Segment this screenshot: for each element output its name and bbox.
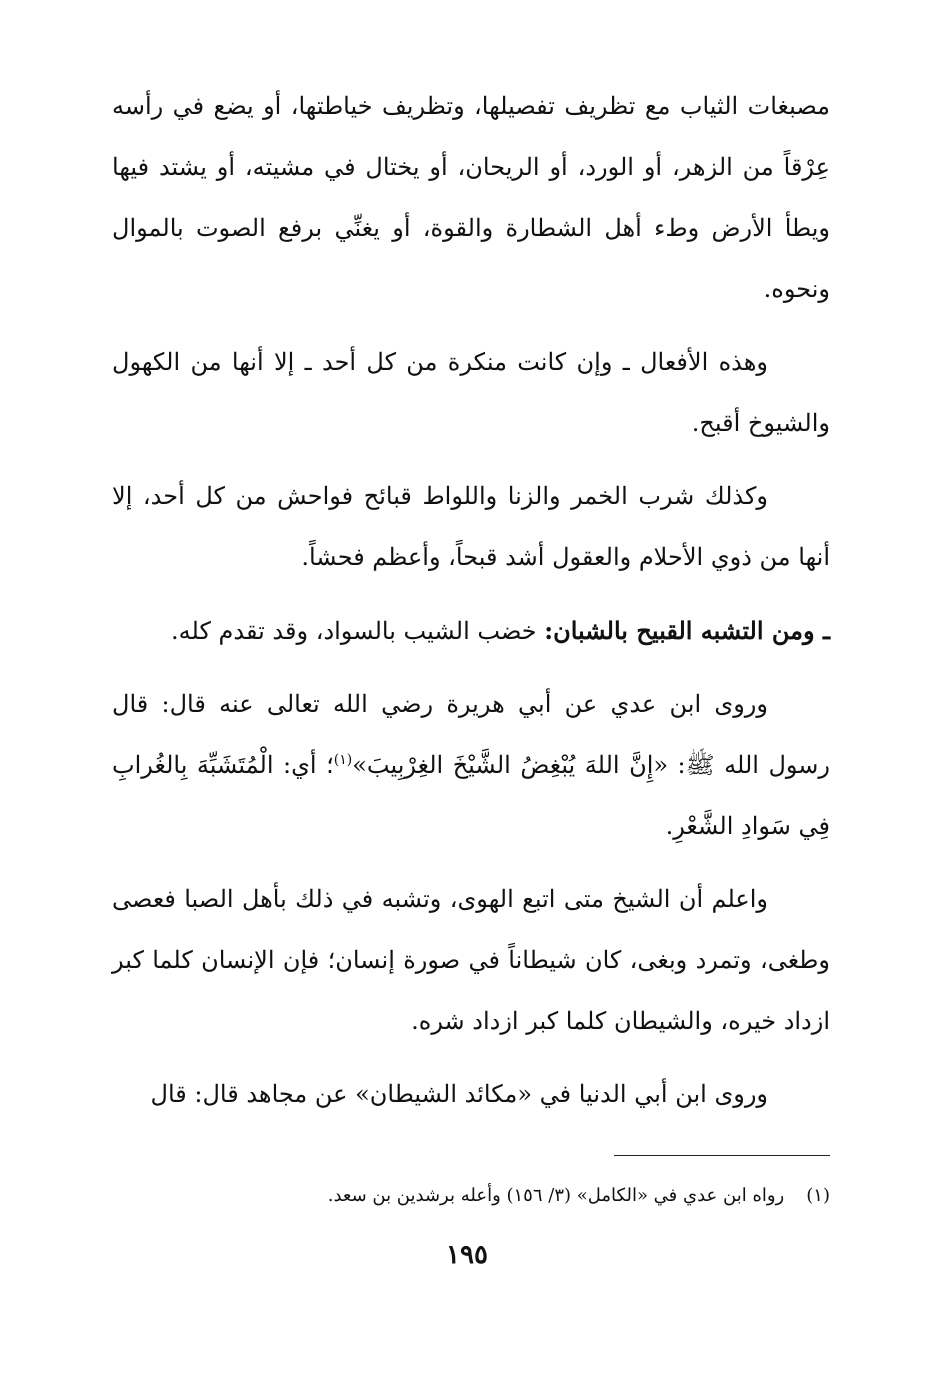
paragraph-6: واعلم أن الشيخ متى اتبع الهوى، وتشبه في ذلك بأهل الصبا فعصى وطغى، وتمرد وبغى، كان شيطاناً في صورة إنسان؛ فإن الإنسان كلما كبر ازداد خيره، والشيطان كلما كبر ازداد شره. (112, 885, 830, 1035)
hadith-explanation: ؛ أي: الْمُتَشَبِّهَ بِالغُرابِ فِي سَوادِ الشَّعْرِ. (112, 751, 830, 840)
footnote-marker: (١) (333, 752, 353, 768)
paragraph-5 (112, 674, 830, 857)
page-number: ١٩٥ (446, 1240, 488, 1270)
hadith-text: وروى ابن عدي عن أبي هريرة رضي الله تعالى عنه قال: قال رسول الله ﷺ: «إِنَّ اللهَ يُبْغِضُ الشَّيْخَ الغِرْبِيبَ» (112, 690, 831, 779)
footnote-text: رواه ابن عدي في «الكامل» (٣/ ١٥٦) وأعله برشدين بن سعد. (327, 1185, 785, 1206)
footnote-divider (614, 1155, 830, 1156)
paragraph-2: وهذه الأفعال ـ وإن كانت منكرة من كل أحد ـ إلا أنها من الكهول والشيوخ أقبح. (112, 348, 830, 437)
paragraph-4 (112, 600, 830, 662)
paragraph-7: وروى ابن أبي الدنيا في «مكائد الشيطان» عن مجاهد قال: قال (150, 1080, 768, 1108)
paragraph-3: وكذلك شرب الخمر والزنا واللواط قبائح فواحش من كل أحد، إلا أنها من ذوي الأحلام والعقول أشد قبحاً، وأعظم فحشاً. (112, 482, 830, 571)
footnote-number: (١) (806, 1185, 830, 1206)
paragraph-1: مصبغات الثياب مع تظريف تفصيلها، وتظريف خياطتها، أو يضع في رأسه عِرْقاً من الزهر، أو الورد، أو الريحان، أو يختال في مشيته، أو يشتد فيها ويطأ الأرض وطء أهل الشطارة والقوة، أو يغنِّي برفع الصوت بالموال ونحوه. (112, 92, 830, 303)
section-lead: ـ ومن التشبه القبيح بالشبان: (544, 616, 830, 645)
main-text (112, 76, 830, 1137)
footnote (112, 1180, 830, 1212)
paragraph-4-text: خضب الشيب بالسواد، وقد تقدم كله. (171, 617, 545, 645)
